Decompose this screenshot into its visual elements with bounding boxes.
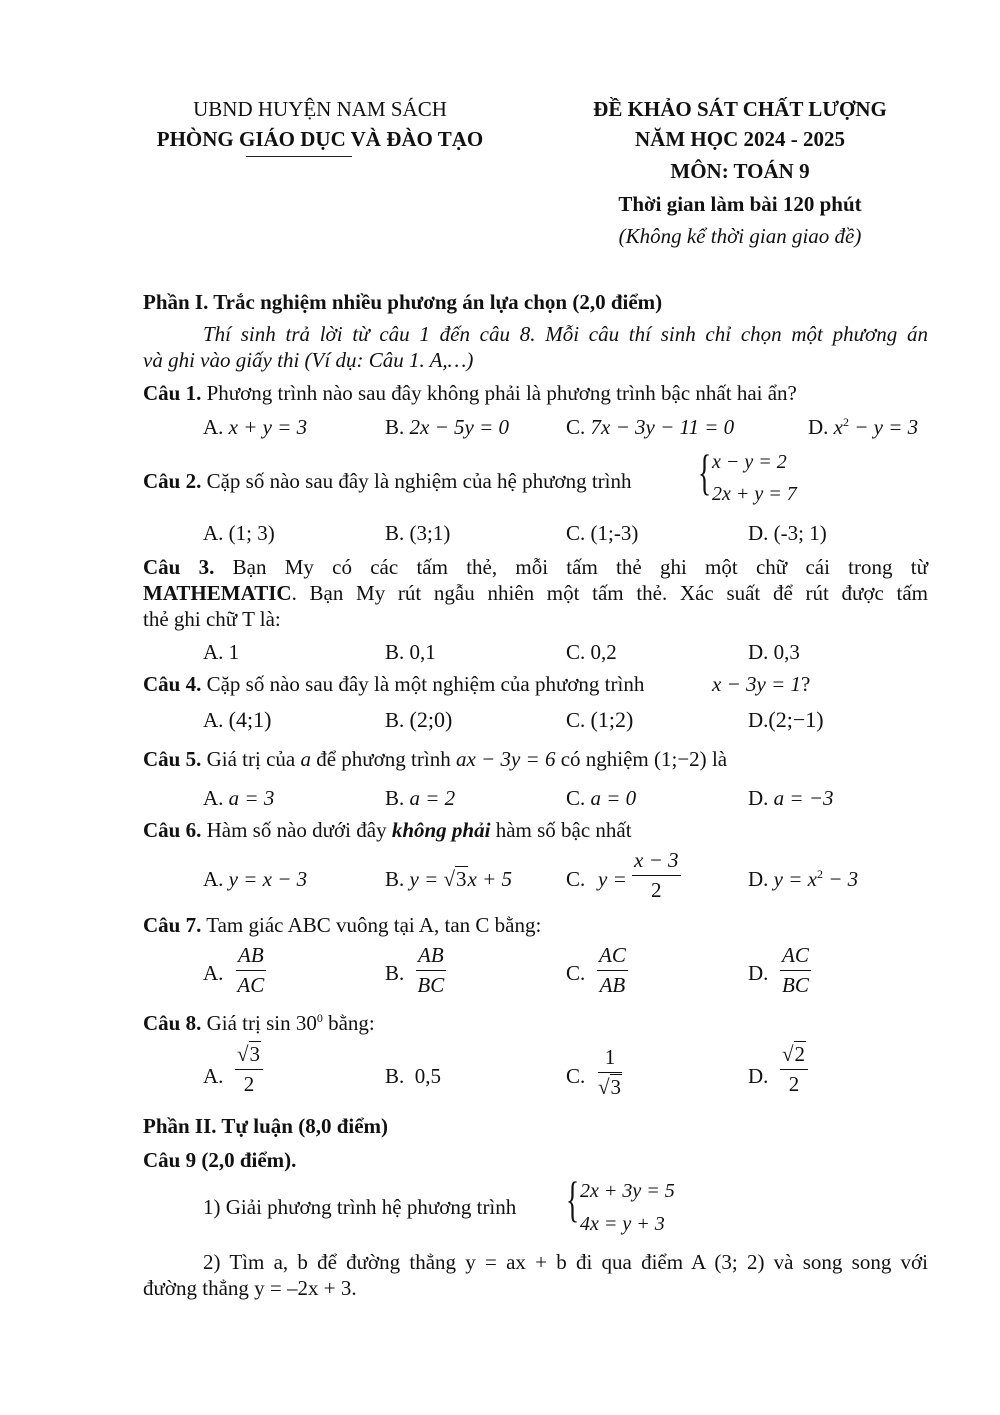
q6-text2: hàm số bậc nhất — [490, 818, 632, 842]
q1-option-d-base: x — [833, 415, 843, 439]
q9-part1: 1) Giải phương trình hệ phương trình — [203, 1195, 517, 1219]
q2-option-a: A. (1; 3) — [203, 521, 275, 545]
q7-option-a-fraction — [236, 944, 266, 997]
q7-option-a-letter: A. — [203, 961, 224, 985]
q7-option-d-fraction — [780, 944, 811, 997]
q8-option-b — [385, 1064, 441, 1088]
q5-option-a-text: a = 3 — [228, 786, 275, 810]
q5-option-a — [203, 786, 274, 810]
q4-option-b-letter: B. — [385, 708, 405, 732]
q2-option-d: D. (-3; 1) — [748, 521, 827, 545]
q8-option-c-numerator: 1 — [604, 1045, 616, 1069]
q3-option-b: B. 0,1 — [385, 640, 436, 664]
q6-option-a — [203, 867, 307, 891]
q7-option-a-bar — [236, 970, 266, 971]
q5-option-d-letter: D. — [748, 786, 769, 810]
q2-system-brace: { — [698, 444, 712, 500]
q1-option-d-rest: − y = 3 — [849, 415, 919, 439]
q5-option-b-text: a = 2 — [409, 786, 456, 810]
q5-point: (1;−2) — [654, 747, 707, 771]
q7-option-c-fraction — [597, 944, 628, 997]
q7-option-a-denominator: AC — [237, 973, 265, 998]
q1-option-d — [808, 415, 918, 439]
q7-label: Câu 7. — [143, 913, 202, 937]
q4-option-c-text: (1;2) — [590, 707, 634, 732]
q5-label: Câu 5. — [143, 747, 202, 771]
q8-option-d-fraction — [780, 1043, 808, 1096]
q1-text: Phương trình nào sau đây không phải là phương trình bậc nhất hai ẩn? — [201, 381, 797, 405]
q2-system-eq1: x − y = 2 — [712, 451, 787, 473]
header-right-line3: MÔN: TOÁN 9 — [670, 159, 810, 183]
q3-line1-text: Bạn My có các tấm thẻ, mỗi tấm thẻ ghi một chữ cái trong từ — [214, 555, 928, 579]
header-left-line2: PHÒNG GIÁO DỤC VÀ ĐÀO TẠO — [156, 127, 484, 151]
q5-option-d — [748, 786, 834, 810]
q8-option-a-fraction — [235, 1043, 263, 1096]
q5-option-a-letter: A. — [203, 786, 224, 810]
q6-option-c-numerator: x − 3 — [634, 848, 679, 872]
q8-option-d-denominator: 2 — [788, 1072, 800, 1097]
q6-option-b-pre: y = — [409, 867, 444, 891]
q3-line2 — [143, 581, 928, 605]
q1-option-a-letter: A. — [203, 415, 224, 439]
q9-part2-line2: đường thẳng y = –2x + 3. — [143, 1276, 357, 1300]
q6-option-a-text: y = x − 3 — [228, 867, 308, 891]
q5-text1: Giá trị của — [201, 747, 301, 771]
q4-option-b — [385, 707, 452, 732]
q6-option-d-rest: − 3 — [822, 867, 859, 891]
q8-option-c-letter: C. — [566, 1064, 586, 1088]
q2-label: Câu 2. — [143, 469, 202, 493]
q7-option-b-fraction — [416, 944, 446, 997]
q3-option-a: A. 1 — [203, 640, 240, 664]
q7-option-b-denominator: BC — [417, 973, 445, 998]
q1-option-b — [385, 415, 509, 439]
q4-option-a-letter: A. — [203, 708, 224, 732]
q8-option-a-letter: A. — [203, 1064, 224, 1088]
q6-option-b-post: x + 5 — [467, 867, 513, 891]
q7-option-b-bar — [416, 970, 446, 971]
header-right-line5: (Không kể thời gian giao đề) — [618, 224, 862, 248]
q8-degree: 0 — [316, 1011, 323, 1025]
q8-option-c-fraction — [598, 1046, 622, 1099]
q1-option-a-text: x + y = 3 — [228, 415, 308, 439]
q6-text1: Hàm số nào dưới đây — [201, 818, 392, 842]
q5-option-b — [385, 786, 455, 810]
q8-option-d-bar — [780, 1069, 808, 1070]
q8-option-a-radicand: 3 — [249, 1042, 261, 1066]
q2-system-eq2: 2x + y = 7 — [712, 483, 797, 505]
q6-option-c-pre: y = — [598, 867, 627, 891]
q9-part2-line1: 2) Tìm a, b để đường thẳng y = ax + b đi qua điểm A (3; 2) và song song với — [203, 1250, 928, 1274]
q1-option-b-text: 2x − 5y = 0 — [409, 415, 509, 439]
q7-option-a-numerator: AB — [238, 943, 264, 967]
q4-equation: x − 3y = 1 — [712, 672, 801, 696]
q2-stem — [143, 469, 632, 493]
q7-option-d-letter: D. — [748, 961, 769, 985]
q4-equation-wrap — [712, 672, 810, 696]
q8-option-b-letter: B. — [385, 1064, 405, 1088]
q4-option-c — [566, 707, 633, 732]
q4-stem — [143, 672, 644, 696]
q6-option-d-base: y = x — [773, 867, 817, 891]
header-left-rule — [246, 156, 352, 157]
q7-option-d-numerator: AC — [782, 943, 809, 967]
q8-option-d-radicand: 2 — [794, 1042, 806, 1066]
header-right-line2: NĂM HỌC 2024 - 2025 — [635, 127, 845, 151]
q6-option-c-fraction — [632, 849, 681, 902]
q6-option-b-sqrt: √3 — [443, 867, 467, 891]
q5-equation: ax − 3y = 6 — [455, 747, 556, 771]
q6-option-b-letter: B. — [385, 867, 405, 891]
q8-stem — [143, 1011, 375, 1035]
q6-option-d-exp: 2 — [816, 867, 823, 881]
q7-option-b-numerator: AB — [418, 943, 444, 967]
q9-system-eq1: 2x + 3y = 5 — [580, 1180, 675, 1202]
q8-option-c-denominator: √3 — [598, 1075, 622, 1100]
q7-stem — [143, 913, 541, 937]
q3-option-c: C. 0,2 — [566, 640, 617, 664]
q4-option-d — [748, 707, 824, 732]
q5-option-c-letter: C. — [566, 786, 586, 810]
q6-label: Câu 6. — [143, 818, 202, 842]
q7-option-c-denominator: AB — [599, 973, 626, 998]
q7-option-d-denominator: BC — [782, 973, 809, 998]
q9-system-brace: { — [566, 1171, 580, 1227]
q6-option-b-radicand: 3 — [456, 867, 467, 891]
q7-option-c-letter: C. — [566, 961, 586, 985]
q7-option-c-numerator: AC — [599, 943, 626, 967]
part1-instruction-line1: Thí sinh trả lời từ câu 1 đến câu 8. Mỗi câu thí sinh chỉ chọn một phương án — [203, 322, 928, 346]
q6-option-d — [748, 867, 858, 891]
q5-stem — [143, 747, 727, 771]
q7-option-c-bar — [597, 970, 628, 971]
q8-label: Câu 8. — [143, 1011, 202, 1035]
q4-option-d-text: (2;−1) — [768, 707, 824, 732]
q1-option-d-letter: D. — [808, 415, 829, 439]
q2-option-b: B. (3;1) — [385, 521, 451, 545]
header-right-line4: Thời gian làm bài 120 phút — [618, 192, 862, 216]
q3-line2-text: . Bạn My rút ngẫu nhiên một tấm thẻ. Xác suất để rút được tấm — [291, 581, 928, 605]
header-left-line1: UBND HUYỆN NAM SÁCH — [193, 97, 447, 121]
q5-text3: có nghiệm — [555, 747, 655, 771]
q8-option-a-denominator: 2 — [243, 1072, 255, 1097]
part1-title: Phần I. Trắc nghiệm nhiều phương án lựa chọn (2,0 điểm) — [143, 290, 663, 314]
q7-text: Tam giác ABC vuông tại A, tan C bằng: — [201, 913, 542, 937]
q7-option-b-letter: B. — [385, 961, 405, 985]
q1-option-d-exp: 2 — [843, 415, 849, 429]
q8-text2: bằng: — [322, 1011, 375, 1035]
q9-title: Câu 9 (2,0 điểm). — [143, 1148, 297, 1172]
q8-option-d-letter: D. — [748, 1064, 769, 1088]
q4-label: Câu 4. — [143, 672, 202, 696]
q1-option-a — [203, 415, 307, 439]
q5-text2: để phương trình — [310, 747, 456, 771]
header-right-line1: ĐỀ KHẢO SÁT CHẤT LƯỢNG — [593, 97, 887, 121]
q1-option-b-letter: B. — [385, 415, 405, 439]
q6-option-d-letter: D. — [748, 867, 769, 891]
q8-option-a-bar — [235, 1069, 263, 1070]
q4-option-a-text: (4;1) — [228, 707, 272, 732]
q2-text: Cặp số nào sau đây là nghiệm của hệ phương trình — [201, 469, 632, 493]
q7-option-d-bar — [780, 970, 811, 971]
q4-qmark: ? — [800, 672, 811, 696]
q6-option-b — [385, 867, 512, 891]
q2-option-c: C. (1;-3) — [566, 521, 639, 545]
q6-stem — [143, 818, 632, 842]
q8-option-a-numerator: √3 — [237, 1042, 261, 1066]
q3-line1 — [143, 555, 928, 579]
q5-option-c-text: a = 0 — [590, 786, 637, 810]
q5-option-d-text: a = −3 — [773, 786, 834, 810]
q1-option-c — [566, 415, 734, 439]
q3-label: Câu 3. — [143, 555, 215, 579]
q8-option-b-text: 0,5 — [414, 1064, 442, 1088]
q3-word: MATHEMATIC — [143, 581, 292, 605]
q6-option-a-letter: A. — [203, 867, 224, 891]
q8-option-c-bar — [598, 1072, 622, 1073]
q4-option-d-letter: D. — [748, 708, 769, 732]
q4-option-c-letter: C. — [566, 708, 586, 732]
q4-text: Cặp số nào sau đây là một nghiệm của phương trình — [201, 672, 645, 696]
q6-emphasis: không phải — [391, 818, 491, 842]
part2-title: Phần II. Tự luận (8,0 điểm) — [143, 1114, 389, 1138]
q9-system-eq2: 4x = y + 3 — [580, 1213, 665, 1235]
q5-option-b-letter: B. — [385, 786, 405, 810]
q6-option-c-letter: C. — [566, 867, 586, 891]
q1-stem — [143, 381, 797, 405]
q3-option-d: D. 0,3 — [748, 640, 800, 664]
part1-instruction-line2: và ghi vào giấy thi (Ví dụ: Câu 1. A,…) — [143, 348, 474, 372]
q5-option-c — [566, 786, 636, 810]
q1-option-c-text: 7x − 3y − 11 = 0 — [590, 415, 735, 439]
q8-option-d-numerator: √2 — [782, 1042, 806, 1066]
q3-line3: thẻ ghi chữ T là: — [143, 607, 281, 631]
q5-var: a — [300, 747, 311, 771]
q8-text1: Giá trị sin 30 — [201, 1011, 317, 1035]
q6-option-c-bar — [632, 875, 681, 876]
q5-text4: là — [706, 747, 728, 771]
q1-label: Câu 1. — [143, 381, 202, 405]
q6-option-c-denominator: 2 — [651, 878, 662, 903]
q8-option-c-radicand: 3 — [610, 1075, 622, 1100]
q4-option-a — [203, 707, 271, 732]
q1-option-c-letter: C. — [566, 415, 586, 439]
q4-option-b-text: (2;0) — [409, 707, 453, 732]
